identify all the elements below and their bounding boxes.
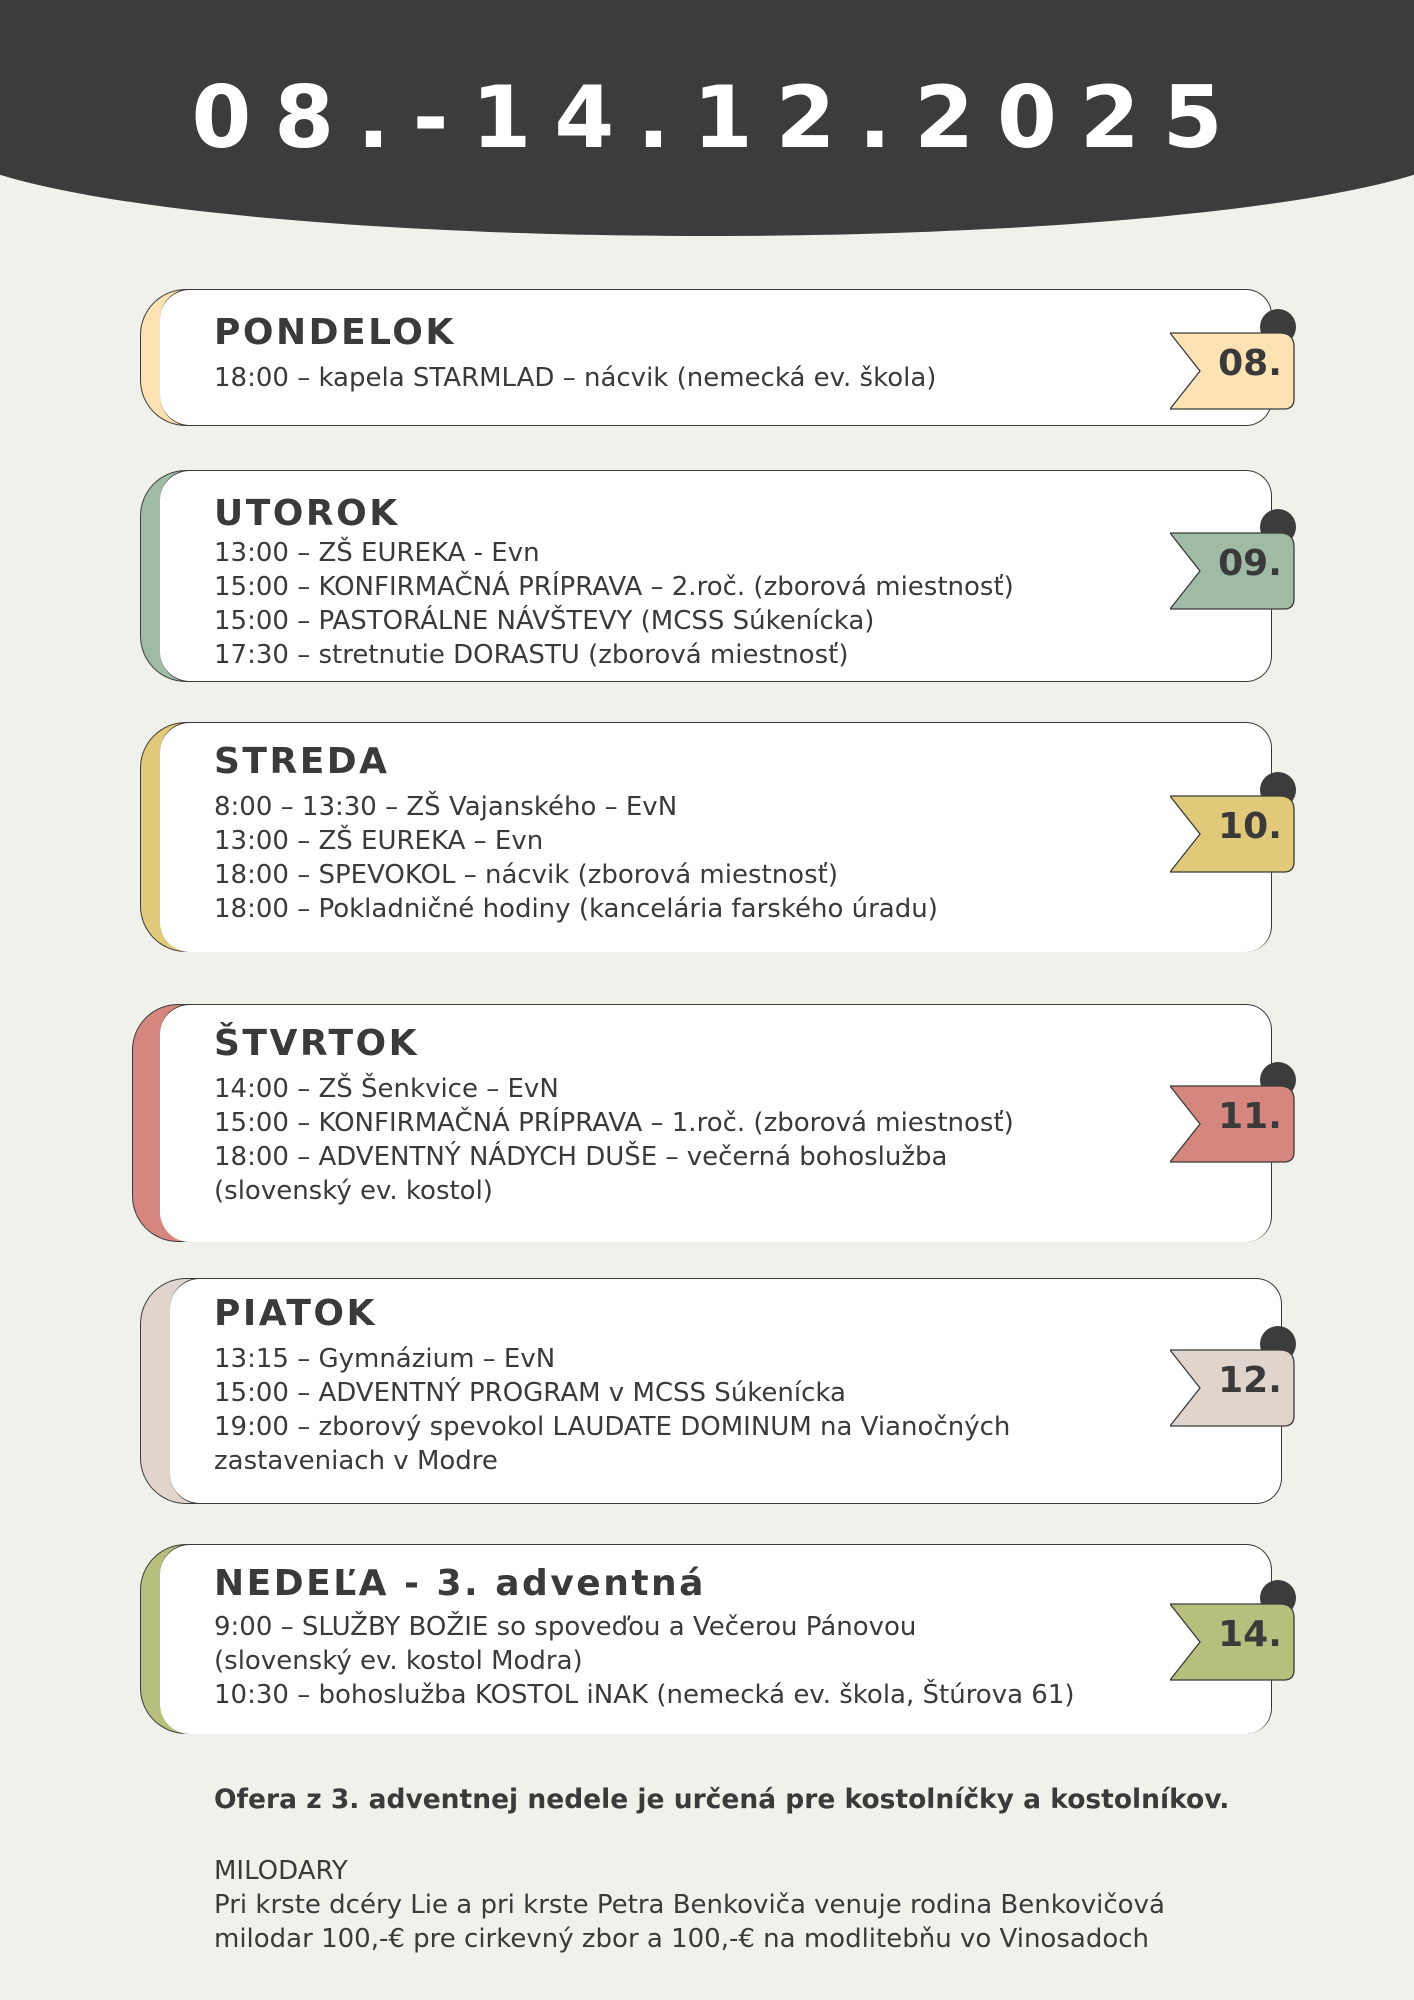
schedule-entry: 13:00 – ZŠ EUREKA – Evn — [214, 826, 544, 856]
donations-heading: MILODARY — [214, 1856, 348, 1886]
day-number: 14. — [1218, 1614, 1282, 1655]
schedule-entry: 15:00 – PASTORÁLNE NÁVŠTEVY (MCSS Súkenícka) — [214, 606, 875, 636]
day-number: 12. — [1218, 1360, 1282, 1401]
day-card-thursday — [132, 1004, 1294, 1242]
day-number: 10. — [1218, 806, 1282, 847]
schedule-entry: 9:00 – SLUŽBY BOŽIE so spoveďou a Večerou Pánovou — [214, 1612, 917, 1642]
day-title: UTOROK — [214, 493, 400, 534]
schedule-entry: 18:00 – Pokladničné hodiny (kancelária farského úradu) — [214, 894, 938, 924]
schedule-entry: 18:00 – SPEVOKOL – nácvik (zborová miestnosť) — [214, 860, 838, 890]
date-ribbon — [1170, 499, 1302, 611]
date-range-title: 08.-14.12.2025 — [191, 68, 1246, 168]
day-card-wednesday — [140, 722, 1294, 952]
schedule-entry: 15:00 – KONFIRMAČNÁ PRÍPRAVA – 1.roč. (zborová miestnosť) — [214, 1108, 1014, 1138]
day-card-sunday — [140, 1544, 1294, 1734]
day-number: 11. — [1218, 1096, 1282, 1137]
schedule-entry: 13:15 – Gymnázium – EvN — [214, 1344, 556, 1374]
schedule-entry: (slovenský ev. kostol Modra) — [214, 1646, 583, 1676]
date-ribbon — [1170, 1570, 1302, 1682]
schedule-entry: 13:00 – ZŠ EUREKA - Evn — [214, 538, 540, 568]
schedule-entry: 19:00 – zborový spevokol LAUDATE DOMINUM na Vianočných — [214, 1412, 1011, 1442]
date-ribbon — [1170, 762, 1302, 874]
schedule-entry: 15:00 – KONFIRMAČNÁ PRÍPRAVA – 2.roč. (zborová miestnosť) — [214, 572, 1014, 602]
day-card-monday — [140, 289, 1294, 426]
schedule-entry: (slovenský ev. kostol) — [214, 1176, 493, 1206]
date-ribbon — [1170, 299, 1302, 411]
schedule-entry: 18:00 – ADVENTNÝ NÁDYCH DUŠE – večerná bohoslužba — [214, 1142, 948, 1172]
day-title: NEDEĽA - 3. adventná — [214, 1563, 706, 1604]
date-ribbon — [1170, 1316, 1302, 1428]
donations-section — [214, 1854, 1165, 1956]
day-title: STREDA — [214, 741, 390, 782]
donations-line: milodar 100,-€ pre cirkevný zbor a 100,-€ na modlitebňu vo Vinosadoch — [214, 1924, 1149, 1954]
schedule-entry: 17:30 – stretnutie DORASTU (zborová miestnosť) — [214, 640, 849, 670]
day-number: 09. — [1218, 543, 1282, 584]
day-title: PIATOK — [214, 1293, 377, 1334]
donations-line: Pri krste dcéry Lie a pri krste Petra Benkoviča venuje rodina Benkovičová — [214, 1890, 1165, 1920]
offering-note: Ofera z 3. adventnej nedele je určená pre kostolníčky a kostolníkov. — [214, 1784, 1230, 1815]
day-card-friday — [140, 1278, 1294, 1504]
schedule-entry: 8:00 – 13:30 – ZŠ Vajanského – EvN — [214, 792, 678, 822]
schedule-entry: 10:30 – bohoslužba KOSTOL iNAK (nemecká ev. škola, Štúrova 61) — [214, 1680, 1075, 1710]
schedule-entry: 18:00 – kapela STARMLAD – nácvik (nemecká ev. škola) — [214, 363, 937, 393]
date-ribbon — [1170, 1052, 1302, 1164]
day-title: PONDELOK — [214, 312, 456, 353]
day-number: 08. — [1218, 343, 1282, 384]
day-title: ŠTVRTOK — [214, 1023, 420, 1064]
schedule-entry: 14:00 – ZŠ Šenkvice – EvN — [214, 1074, 559, 1104]
day-card-tuesday — [140, 470, 1294, 682]
schedule-entry: zastaveniach v Modre — [214, 1446, 498, 1476]
schedule-entry: 15:00 – ADVENTNÝ PROGRAM v MCSS Súkenícka — [214, 1378, 846, 1408]
